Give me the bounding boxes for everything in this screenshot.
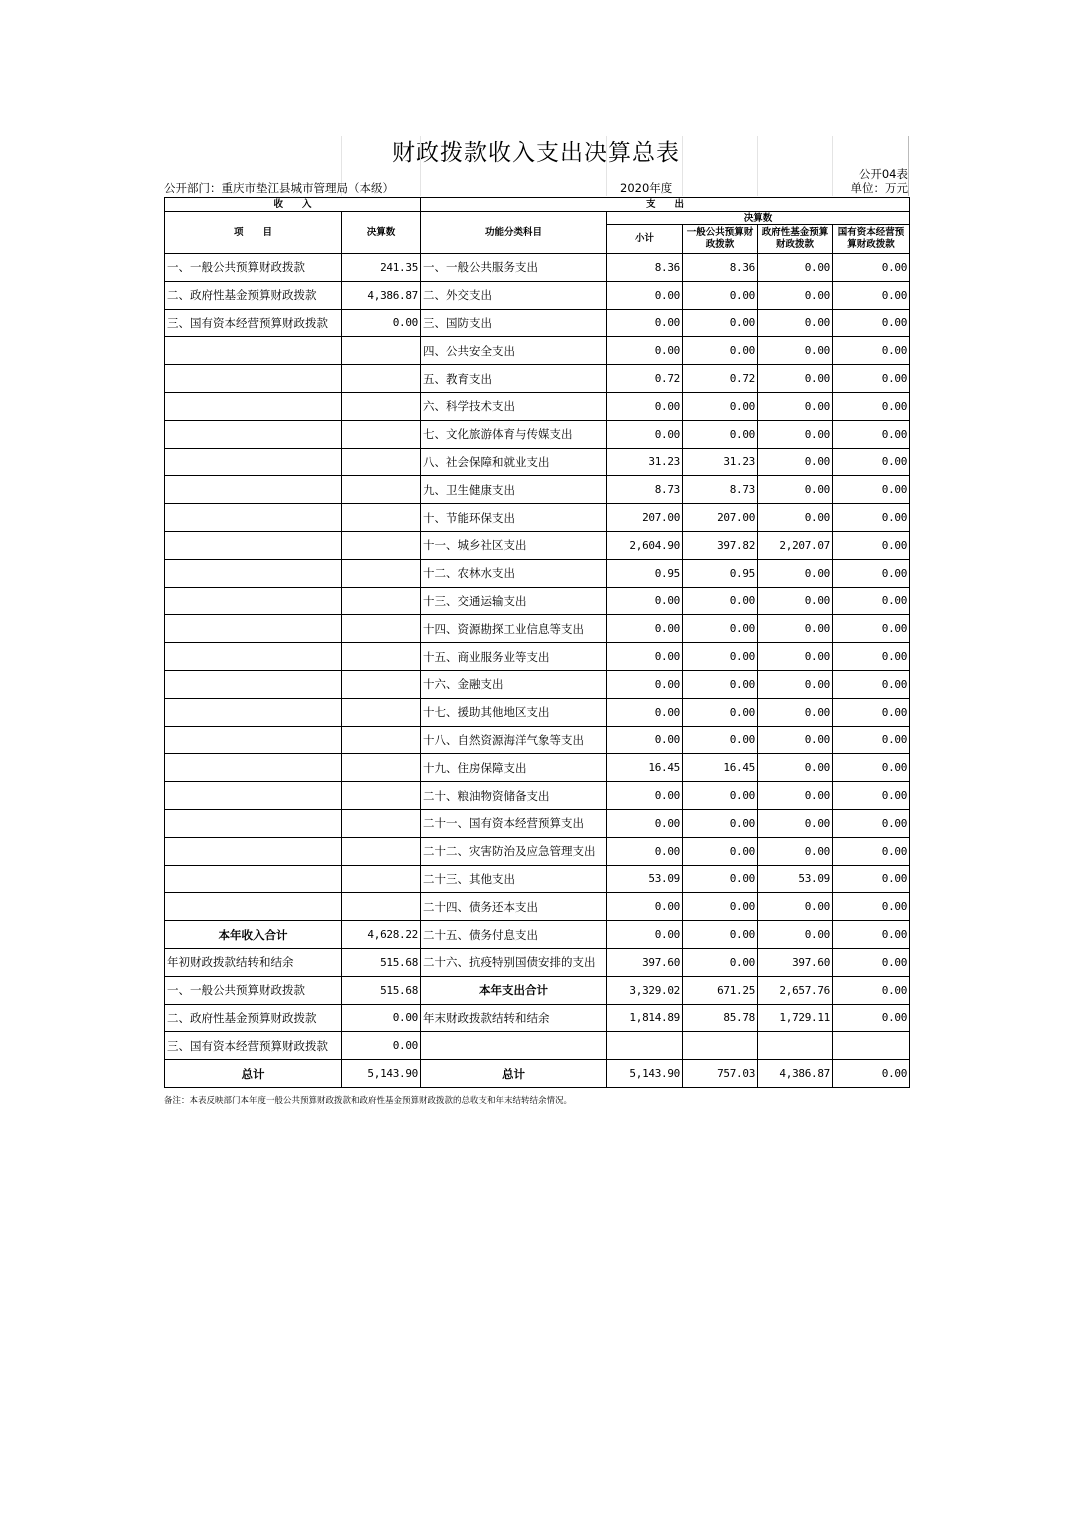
expense-gov-fund: 0.00 [758, 782, 833, 810]
expense-gov-fund: 0.00 [758, 309, 833, 337]
income-item [165, 698, 342, 726]
expense-item: 十九、住房保障支出 [421, 754, 607, 782]
expense-item: 二十二、灾害防治及应急管理支出 [421, 837, 607, 865]
income-item [165, 504, 342, 532]
income-item [165, 365, 342, 393]
expense-item: 二十三、其他支出 [421, 865, 607, 893]
item-header: 项 目 [165, 212, 342, 254]
table-row [165, 365, 910, 393]
expense-item: 二十六、抗疫特别国债安排的支出 [421, 948, 607, 976]
expense-header: 支 出 [421, 198, 910, 212]
expense-subtotal: 0.00 [607, 337, 683, 365]
income-item [165, 531, 342, 559]
expense-general-budget: 0.00 [683, 809, 758, 837]
income-amount [342, 865, 421, 893]
income-item [165, 837, 342, 865]
state-capital-header: 国有资本经营预算财政拨款 [833, 225, 910, 254]
income-amount [342, 420, 421, 448]
expense-general-budget: 0.00 [683, 281, 758, 309]
expense-state-capital: 0.00 [833, 670, 910, 698]
expense-gov-fund: 2,207.07 [758, 531, 833, 559]
header-row [165, 198, 910, 212]
expense-general-budget: 0.00 [683, 893, 758, 921]
expense-general-budget: 0.00 [683, 420, 758, 448]
income-amount: 0.00 [342, 1032, 421, 1060]
table-row [165, 948, 910, 976]
income-amount: 0.00 [342, 309, 421, 337]
expense-gov-fund: 0.00 [758, 698, 833, 726]
income-amount [342, 587, 421, 615]
expense-item: 十八、自然资源海洋气象等支出 [421, 726, 607, 754]
expense-subtotal: 1,814.89 [607, 1004, 683, 1032]
footnote: 备注：本表反映部门本年度一般公共预算财政拨款和政府性基金预算财政拨款的总收支和年末结转结余情况。 [164, 1096, 573, 1106]
expense-general-budget: 671.25 [683, 976, 758, 1004]
table-row [165, 615, 910, 643]
income-item: 三、国有资本经营预算财政拨款 [165, 309, 342, 337]
expense-general-budget: 0.00 [683, 337, 758, 365]
income-amount [342, 559, 421, 587]
expense-state-capital: 0.00 [833, 337, 910, 365]
income-item: 一、一般公共预算财政拨款 [165, 976, 342, 1004]
expense-subtotal [607, 1032, 683, 1060]
expense-general-budget: 757.03 [683, 1060, 758, 1088]
expense-gov-fund: 0.00 [758, 726, 833, 754]
income-item [165, 559, 342, 587]
income-item [165, 615, 342, 643]
income-amount: 241.35 [342, 254, 421, 282]
expense-general-budget: 0.00 [683, 615, 758, 643]
table-row [165, 782, 910, 810]
income-item [165, 476, 342, 504]
expense-subtotal: 3,329.02 [607, 976, 683, 1004]
expense-gov-fund: 0.00 [758, 809, 833, 837]
expense-item: 十五、商业服务业等支出 [421, 643, 607, 671]
table-row [165, 1004, 910, 1032]
expense-item: 七、文化旅游体育与传媒支出 [421, 420, 607, 448]
expense-general-budget: 0.00 [683, 698, 758, 726]
expense-gov-fund: 0.00 [758, 670, 833, 698]
expense-state-capital: 0.00 [833, 754, 910, 782]
table-row [165, 837, 910, 865]
expense-item: 八、社会保障和就业支出 [421, 448, 607, 476]
table-row [165, 559, 910, 587]
expense-item: 十六、金融支出 [421, 670, 607, 698]
expense-general-budget: 16.45 [683, 754, 758, 782]
table-row [165, 476, 910, 504]
expense-subtotal: 5,143.90 [607, 1060, 683, 1088]
table-row [165, 281, 910, 309]
expense-item: 二十一、国有资本经营预算支出 [421, 809, 607, 837]
expense-general-budget: 85.78 [683, 1004, 758, 1032]
income-item [165, 337, 342, 365]
expense-subtotal: 0.72 [607, 365, 683, 393]
income-amount: 4,628.22 [342, 921, 421, 949]
table-row [165, 504, 910, 532]
income-item: 二、政府性基金预算财政拨款 [165, 1004, 342, 1032]
expense-item [421, 1032, 607, 1060]
income-amount [342, 448, 421, 476]
expense-gov-fund: 0.00 [758, 643, 833, 671]
expense-general-budget: 0.00 [683, 921, 758, 949]
expense-general-budget: 0.00 [683, 309, 758, 337]
income-amount [342, 337, 421, 365]
expense-state-capital: 0.00 [833, 448, 910, 476]
table-row [165, 754, 910, 782]
form-number: 公开04表 [858, 167, 908, 181]
expense-general-budget: 0.00 [683, 392, 758, 420]
expense-subtotal: 8.36 [607, 254, 683, 282]
expense-subtotal: 53.09 [607, 865, 683, 893]
income-amount: 0.00 [342, 1004, 421, 1032]
table-row [165, 1032, 910, 1060]
expense-state-capital: 0.00 [833, 254, 910, 282]
expense-state-capital: 0.00 [833, 948, 910, 976]
expense-general-budget: 0.00 [683, 643, 758, 671]
income-amount [342, 476, 421, 504]
income-item [165, 754, 342, 782]
expense-item: 年末财政拨款结转和结余 [421, 1004, 607, 1032]
expense-state-capital: 0.00 [833, 615, 910, 643]
expense-subtotal: 0.00 [607, 782, 683, 810]
expense-gov-fund: 0.00 [758, 893, 833, 921]
general-budget-header: 一般公共预算财政拨款 [683, 225, 758, 254]
table-row [165, 337, 910, 365]
table-row [165, 809, 910, 837]
expense-gov-fund: 53.09 [758, 865, 833, 893]
expense-gov-fund [758, 1032, 833, 1060]
expense-item: 本年支出合计 [421, 976, 607, 1004]
expense-general-budget: 0.00 [683, 865, 758, 893]
expense-subtotal: 0.00 [607, 643, 683, 671]
income-item [165, 865, 342, 893]
income-amount [342, 809, 421, 837]
fiscal-year: 2020年度 [620, 181, 673, 195]
table-row [165, 587, 910, 615]
func-class-header: 功能分类科目 [421, 212, 607, 254]
income-item: 三、国有资本经营预算财政拨款 [165, 1032, 342, 1060]
expense-subtotal: 0.00 [607, 837, 683, 865]
expense-general-budget: 8.36 [683, 254, 758, 282]
expense-general-budget: 0.00 [683, 726, 758, 754]
expense-gov-fund: 2,657.76 [758, 976, 833, 1004]
expense-subtotal: 0.00 [607, 921, 683, 949]
income-item: 二、政府性基金预算财政拨款 [165, 281, 342, 309]
expense-subtotal: 0.00 [607, 698, 683, 726]
expense-gov-fund: 0.00 [758, 337, 833, 365]
expense-state-capital: 0.00 [833, 698, 910, 726]
expense-state-capital: 0.00 [833, 865, 910, 893]
expense-gov-fund: 0.00 [758, 837, 833, 865]
income-amount [342, 893, 421, 921]
income-amount [342, 782, 421, 810]
expense-state-capital: 0.00 [833, 809, 910, 837]
income-item: 总计 [165, 1060, 342, 1088]
table-row [165, 893, 910, 921]
expense-general-budget: 397.82 [683, 531, 758, 559]
expense-item: 十三、交通运输支出 [421, 587, 607, 615]
expense-subtotal: 16.45 [607, 754, 683, 782]
expense-item: 二十、粮油物资储备支出 [421, 782, 607, 810]
expense-general-budget: 0.72 [683, 365, 758, 393]
income-amount: 4,386.87 [342, 281, 421, 309]
expense-subtotal: 0.00 [607, 281, 683, 309]
income-item [165, 670, 342, 698]
expense-subtotal: 0.00 [607, 893, 683, 921]
table-row [165, 420, 910, 448]
income-amount [342, 643, 421, 671]
income-item [165, 893, 342, 921]
expense-item: 二十四、债务还本支出 [421, 893, 607, 921]
expense-item: 四、公共安全支出 [421, 337, 607, 365]
expense-subtotal: 8.73 [607, 476, 683, 504]
income-amount [342, 531, 421, 559]
income-item [165, 726, 342, 754]
income-amount [342, 504, 421, 532]
income-item: 一、一般公共预算财政拨款 [165, 254, 342, 282]
expense-general-budget: 0.00 [683, 670, 758, 698]
income-amount [342, 726, 421, 754]
expense-item: 六、科学技术支出 [421, 392, 607, 420]
expense-item: 九、卫生健康支出 [421, 476, 607, 504]
expense-general-budget: 8.73 [683, 476, 758, 504]
expense-state-capital [833, 1032, 910, 1060]
table-row [165, 698, 910, 726]
expense-state-capital: 0.00 [833, 782, 910, 810]
expense-item: 十四、资源勘探工业信息等支出 [421, 615, 607, 643]
expense-gov-fund: 0.00 [758, 420, 833, 448]
expense-state-capital: 0.00 [833, 476, 910, 504]
expense-subtotal: 0.95 [607, 559, 683, 587]
expense-state-capital: 0.00 [833, 531, 910, 559]
expense-general-budget: 0.00 [683, 587, 758, 615]
expense-gov-fund: 0.00 [758, 559, 833, 587]
income-amount [342, 365, 421, 393]
expense-general-budget: 31.23 [683, 448, 758, 476]
expense-gov-fund: 0.00 [758, 448, 833, 476]
table-row [165, 976, 910, 1004]
income-amount: 515.68 [342, 976, 421, 1004]
expense-state-capital: 0.00 [833, 976, 910, 1004]
expense-gov-fund: 1,729.11 [758, 1004, 833, 1032]
page-title: 财政拨款收入支出决算总表 [392, 140, 680, 166]
expense-state-capital: 0.00 [833, 1060, 910, 1088]
income-amount [342, 670, 421, 698]
expense-gov-fund: 397.60 [758, 948, 833, 976]
expense-item: 十、节能环保支出 [421, 504, 607, 532]
expense-subtotal: 2,604.90 [607, 531, 683, 559]
expense-item: 十七、援助其他地区支出 [421, 698, 607, 726]
expense-state-capital: 0.00 [833, 726, 910, 754]
unit-label: 单位：万元 [850, 181, 908, 195]
expense-state-capital: 0.00 [833, 392, 910, 420]
income-item: 本年收入合计 [165, 921, 342, 949]
expense-subtotal: 31.23 [607, 448, 683, 476]
table-row [165, 392, 910, 420]
table-row [165, 921, 910, 949]
table-row [165, 643, 910, 671]
expense-state-capital: 0.00 [833, 559, 910, 587]
expense-general-budget: 207.00 [683, 504, 758, 532]
subtotal-header: 小计 [607, 225, 683, 254]
income-amount [342, 698, 421, 726]
expense-item: 十二、农林水支出 [421, 559, 607, 587]
expense-general-budget: 0.00 [683, 948, 758, 976]
expense-item: 三、国防支出 [421, 309, 607, 337]
expense-state-capital: 0.00 [833, 420, 910, 448]
expense-subtotal: 0.00 [607, 809, 683, 837]
table-body [165, 254, 910, 1088]
income-amount [342, 615, 421, 643]
header-row [165, 212, 910, 225]
expense-state-capital: 0.00 [833, 837, 910, 865]
expense-gov-fund: 0.00 [758, 254, 833, 282]
expense-subtotal: 0.00 [607, 420, 683, 448]
expense-gov-fund: 0.00 [758, 754, 833, 782]
expense-state-capital: 0.00 [833, 921, 910, 949]
expense-gov-fund: 0.00 [758, 615, 833, 643]
expense-general-budget: 0.95 [683, 559, 758, 587]
income-item: 年初财政拨款结转和结余 [165, 948, 342, 976]
fiscal-table [164, 197, 910, 1088]
expense-state-capital: 0.00 [833, 309, 910, 337]
expense-subtotal: 0.00 [607, 615, 683, 643]
income-header: 收 入 [165, 198, 421, 212]
table-row [165, 531, 910, 559]
expense-subtotal: 0.00 [607, 587, 683, 615]
expense-item: 五、教育支出 [421, 365, 607, 393]
expense-state-capital: 0.00 [833, 504, 910, 532]
income-item [165, 643, 342, 671]
table-row [165, 670, 910, 698]
expense-gov-fund: 4,386.87 [758, 1060, 833, 1088]
expense-subtotal: 0.00 [607, 726, 683, 754]
expense-gov-fund: 0.00 [758, 365, 833, 393]
income-item [165, 809, 342, 837]
table-row [165, 254, 910, 282]
expense-gov-fund: 0.00 [758, 476, 833, 504]
income-amount: 5,143.90 [342, 1060, 421, 1088]
expense-gov-fund: 0.00 [758, 587, 833, 615]
expense-gov-fund: 0.00 [758, 392, 833, 420]
expense-state-capital: 0.00 [833, 587, 910, 615]
expense-subtotal: 397.60 [607, 948, 683, 976]
amount-header: 决算数 [342, 212, 421, 254]
department: 公开部门：重庆市垫江县城市管理局（本级） [164, 181, 394, 195]
table-row [165, 865, 910, 893]
income-item [165, 420, 342, 448]
expense-item: 二十五、债务付息支出 [421, 921, 607, 949]
final-amount-header: 决算数 [607, 212, 910, 225]
income-amount [342, 754, 421, 782]
expense-state-capital: 0.00 [833, 281, 910, 309]
expense-subtotal: 207.00 [607, 504, 683, 532]
table-row [165, 448, 910, 476]
expense-gov-fund: 0.00 [758, 921, 833, 949]
expense-state-capital: 0.00 [833, 1004, 910, 1032]
expense-item: 十一、城乡社区支出 [421, 531, 607, 559]
expense-state-capital: 0.00 [833, 643, 910, 671]
table-row [165, 309, 910, 337]
table-row [165, 726, 910, 754]
income-item [165, 782, 342, 810]
expense-general-budget [683, 1032, 758, 1060]
income-item [165, 587, 342, 615]
income-item [165, 448, 342, 476]
expense-state-capital: 0.00 [833, 365, 910, 393]
expense-gov-fund: 0.00 [758, 504, 833, 532]
gov-fund-header: 政府性基金预算财政拨款 [758, 225, 833, 254]
income-amount [342, 837, 421, 865]
income-item [165, 392, 342, 420]
grid-line [908, 136, 909, 196]
expense-item: 二、外交支出 [421, 281, 607, 309]
income-amount [342, 392, 421, 420]
expense-subtotal: 0.00 [607, 392, 683, 420]
expense-state-capital: 0.00 [833, 893, 910, 921]
expense-general-budget: 0.00 [683, 837, 758, 865]
expense-subtotal: 0.00 [607, 309, 683, 337]
income-amount: 515.68 [342, 948, 421, 976]
expense-subtotal: 0.00 [607, 670, 683, 698]
header-info [164, 181, 908, 196]
expense-item: 一、一般公共服务支出 [421, 254, 607, 282]
expense-item: 总计 [421, 1060, 607, 1088]
expense-gov-fund: 0.00 [758, 281, 833, 309]
expense-general-budget: 0.00 [683, 782, 758, 810]
table-row [165, 1060, 910, 1088]
